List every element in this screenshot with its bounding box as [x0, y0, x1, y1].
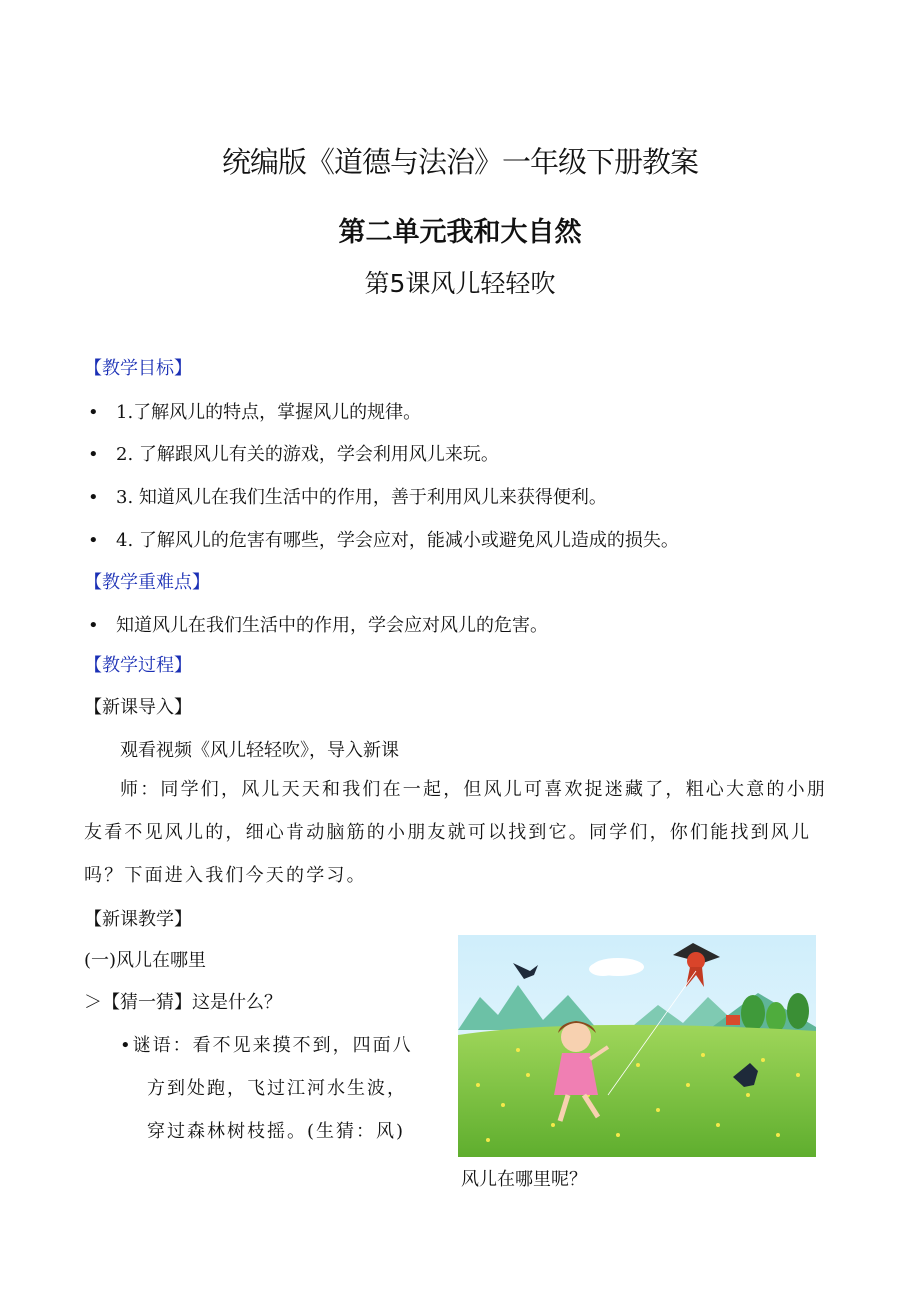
bullet-dot: •	[88, 444, 99, 465]
intro-heading: 【新课导入】	[84, 697, 192, 718]
riddle-line: 方到处跑，飞过江河水生波，	[147, 1078, 407, 1099]
teacher-paragraph: 师：同学们，风儿天天和我们在一起，但风儿可喜欢捉迷藏了，粗心大意的小朋友看不见风儿的，细心肯动脑筋的小朋友就可以找到它。同学们，你们能找到风儿吗？下面进入我们今天的学习。	[84, 779, 827, 886]
lesson-title: 第5课风儿轻轻吹	[364, 269, 556, 298]
goal-item-text: 3. 知道风儿在我们生活中的作用，善于利用风儿来获得便利。	[116, 487, 607, 508]
document-title: 统编版《道德与法治》一年级下册教案	[221, 145, 698, 179]
goal-item-text: 2. 了解跟风儿有关的游戏，学会利用风儿来玩。	[116, 444, 499, 465]
figure-caption: 风儿在哪里呢？	[461, 1169, 587, 1190]
goal-item-text: 1.了解风儿的特点，掌握风儿的规律。	[116, 402, 422, 423]
goal-item	[88, 526, 679, 552]
bullet-dot: •	[88, 530, 99, 551]
kite-girl-illustration	[458, 935, 816, 1157]
bullet-dot: •	[88, 615, 99, 636]
riddle-line: •谜语：看不见来摸不到，四面八	[120, 1035, 413, 1056]
keypoints-heading: 【教学重难点】	[84, 572, 210, 593]
goal-item	[88, 398, 421, 424]
process-heading: 【教学过程】	[84, 655, 192, 676]
goal-item	[88, 483, 607, 509]
sub-heading: (一)风儿在哪里	[84, 950, 207, 971]
goal-item-text: 4. 了解风儿的危害有哪些，学会应对，能减小或避免风儿造成的损失。	[116, 530, 679, 551]
bullet-dot: •	[88, 402, 99, 423]
bullet-dot: •	[88, 487, 99, 508]
goals-heading: 【教学目标】	[84, 358, 192, 379]
keypoint-item-text: 知道风儿在我们生活中的作用，学会应对风儿的危害。	[116, 615, 548, 636]
keypoint-item	[88, 611, 548, 637]
intro-line: 观看视频《风儿轻轻吹》，导入新课	[120, 740, 399, 761]
teach-heading: 【新课教学】	[84, 909, 192, 930]
riddle-line: 穿过森林树枝摇。(生猜：风)	[147, 1121, 406, 1142]
guess-line: ＞【猜一猜】这是什么？	[84, 992, 282, 1013]
unit-title: 第二单元我和大自然	[338, 217, 582, 248]
goal-item	[88, 440, 499, 466]
